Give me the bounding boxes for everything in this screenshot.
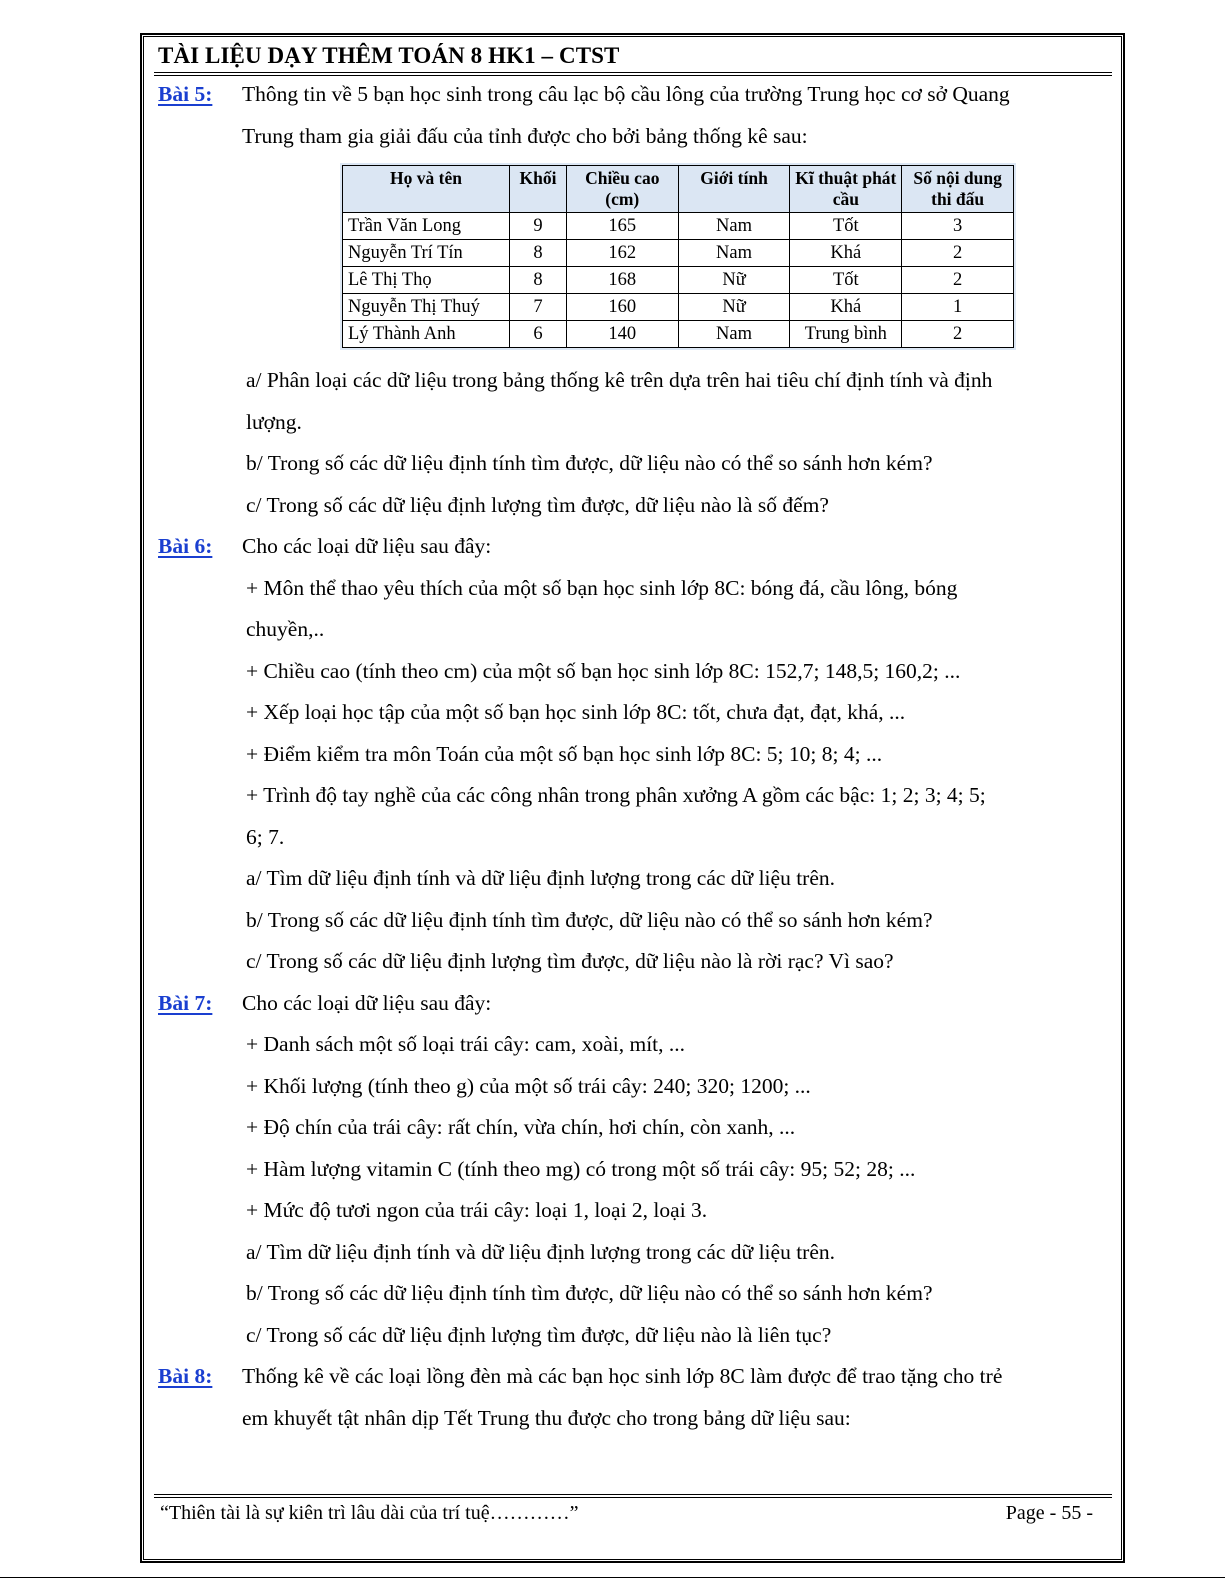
bai5-table-frame	[340, 163, 1016, 350]
table-cell: 6	[510, 321, 567, 348]
bai8-label[interactable]: Bài 8:	[158, 1364, 213, 1388]
bai5-question-c: c/ Trong số các dữ liệu định lượng tìm được, dữ liệu nào là số đếm?	[246, 492, 829, 517]
table-cell: 162	[566, 240, 678, 267]
bai7-intro	[158, 983, 1112, 1025]
table-cell: 2	[902, 267, 1014, 294]
table-cell: Tốt	[790, 267, 902, 294]
bai5-question-a-line1: a/ Phân loại các dữ liệu trong bảng thống kê trên dựa trên hai tiêu chí định tính và định	[246, 368, 993, 392]
bai7-question-b: b/ Trong số các dữ liệu định tính tìm được, dữ liệu nào có thể so sánh hơn kém?	[246, 1281, 933, 1305]
bai6-question-c: c/ Trong số các dữ liệu định lượng tìm được, dữ liệu nào là rời rạc? Vì sao?	[246, 949, 894, 973]
table-cell: 1	[902, 294, 1014, 321]
bai7-label[interactable]: Bài 7:	[158, 990, 213, 1015]
bai6-item1-line2: chuyền,..	[246, 617, 325, 641]
bai6-intro-text: Cho các loại dữ liệu sau đây:	[242, 534, 492, 558]
table-cell: Nguyễn Trí Tín	[343, 240, 510, 267]
bai5-intro	[158, 74, 1112, 116]
table-cell: 7	[510, 294, 567, 321]
bai7-question-a: a/ Tìm dữ liệu định tính và dữ liệu định lượng trong các dữ liệu trên.	[246, 1239, 836, 1264]
bai5-label[interactable]: Bài 5:	[158, 82, 213, 106]
table-cell: Lý Thành Anh	[343, 321, 510, 348]
table-cell: Nữ	[678, 294, 790, 321]
table-row	[343, 267, 1014, 294]
bai8-intro	[158, 1356, 1112, 1398]
document-body	[158, 74, 1112, 1439]
bai5-intro-line2: Trung tham gia giải đấu của tỉnh được cho bởi bảng thống kê sau:	[242, 123, 808, 148]
table-header-cell: Số nội dung thi đấu	[902, 166, 1014, 213]
table-header-cell: Chiều cao (cm)	[566, 166, 678, 213]
table-cell: Tốt	[790, 213, 902, 240]
table-cell: 2	[902, 240, 1014, 267]
bai6-item1-line1: + Môn thể thao yêu thích của một số bạn học sinh lớp 8C: bóng đá, cầu lông, bóng	[246, 575, 958, 600]
footer-rule-top	[154, 1494, 1112, 1495]
bai7-item1: + Danh sách một số loại trái cây: cam, xoài, mít, ...	[246, 1032, 686, 1056]
bai5-stats-table	[342, 165, 1014, 348]
bai5-question-a-line2: lượng.	[246, 409, 302, 434]
bai6-question-b: b/ Trong số các dữ liệu định tính tìm được, dữ liệu nào có thể so sánh hơn kém?	[246, 907, 933, 932]
table-row	[343, 294, 1014, 321]
table-cell: 140	[566, 321, 678, 348]
footer-rule-bottom	[154, 1497, 1112, 1498]
bai7-intro-text: Cho các loại dữ liệu sau đây:	[242, 990, 492, 1015]
bai7-item5: + Mức độ tươi ngon của trái cây: loại 1, loại 2, loại 3.	[246, 1198, 708, 1222]
bai6-question-a: a/ Tìm dữ liệu định tính và dữ liệu định lượng trong các dữ liệu trên.	[246, 866, 836, 890]
bai6-item3: + Xếp loại học tập của một số bạn học sinh lớp 8C: tốt, chưa đạt, đạt, khá, ...	[246, 700, 906, 724]
table-header-cell: Giới tính	[678, 166, 790, 213]
table-header-row	[343, 166, 1014, 213]
bai8-intro-line2: em khuyết tật nhân dịp Tết Trung thu được cho trong bảng dữ liệu sau:	[242, 1405, 851, 1430]
table-cell: 168	[566, 267, 678, 294]
table-cell: Khá	[790, 240, 902, 267]
bai7-item3: + Độ chín của trái cây: rất chín, vừa chín, hơi chín, còn xanh, ...	[246, 1115, 796, 1139]
table-row	[343, 321, 1014, 348]
footer-page-number: Page - 55 -	[1005, 1502, 1093, 1524]
table-cell: 8	[510, 240, 567, 267]
table-cell: 3	[902, 213, 1014, 240]
bai8-intro-line1: Thống kê về các loại lồng đèn mà các bạn học sinh lớp 8C làm được để trao tặng cho trẻ	[242, 1364, 1003, 1388]
table-header-cell: Khối	[510, 166, 567, 213]
table-row	[343, 213, 1014, 240]
bai5-question-b: b/ Trong số các dữ liệu định tính tìm được, dữ liệu nào có thể so sánh hơn kém?	[246, 451, 933, 475]
bai5-intro-line1: Thông tin về 5 bạn học sinh trong câu lạc bộ cầu lông của trường Trung học cơ sở Quang	[242, 82, 1010, 106]
table-cell: Trần Văn Long	[343, 213, 510, 240]
table-header-cell: Họ và tên	[343, 166, 510, 213]
table-cell: Nam	[678, 321, 790, 348]
bai6-item4: + Điểm kiểm tra môn Toán của một số bạn học sinh lớp 8C: 5; 10; 8; 4; ...	[246, 741, 883, 766]
page-bottom-divider	[0, 1577, 1225, 1578]
table-row	[343, 240, 1014, 267]
table-cell: Nguyễn Thị Thuý	[343, 294, 510, 321]
bai7-item4: + Hàm lượng vitamin C (tính theo mg) có trong một số trái cây: 95; 52; 28; ...	[246, 1156, 916, 1181]
table-cell: Trung bình	[790, 321, 902, 348]
bai6-item5-line1: + Trình độ tay nghề của các công nhân trong phân xưởng A gồm các bậc: 1; 2; 3; 4; 5;	[246, 783, 986, 807]
bai7-question-c: c/ Trong số các dữ liệu định lượng tìm được, dữ liệu nào là liên tục?	[246, 1322, 832, 1347]
table-cell: 9	[510, 213, 567, 240]
bai6-intro	[158, 526, 1112, 568]
table-cell: 8	[510, 267, 567, 294]
table-cell: Lê Thị Thọ	[343, 267, 510, 294]
table-cell: 165	[566, 213, 678, 240]
bai6-label[interactable]: Bài 6:	[158, 534, 213, 558]
bai6-item2: + Chiều cao (tính theo cm) của một số bạn học sinh lớp 8C: 152,7; 148,5; 160,2; ...	[246, 658, 961, 683]
page-header-title: TÀI LIỆU DẠY THÊM TOÁN 8 HK1 – CTST	[158, 43, 620, 68]
table-header-cell: Kĩ thuật phát cầu	[790, 166, 902, 213]
table-cell: Nam	[678, 213, 790, 240]
header-rule-top	[154, 72, 1112, 73]
table-cell: Nữ	[678, 267, 790, 294]
table-cell: 2	[902, 321, 1014, 348]
table-cell: Nam	[678, 240, 790, 267]
table-cell: 160	[566, 294, 678, 321]
table-cell: Khá	[790, 294, 902, 321]
footer-quote: “Thiên tài là sự kiên trì lâu dài của trí tuệ…………”	[160, 1502, 579, 1524]
bai7-item2: + Khối lượng (tính theo g) của một số trái cây: 240; 320; 1200; ...	[246, 1073, 811, 1098]
bai6-item5-line2: 6; 7.	[246, 824, 285, 849]
